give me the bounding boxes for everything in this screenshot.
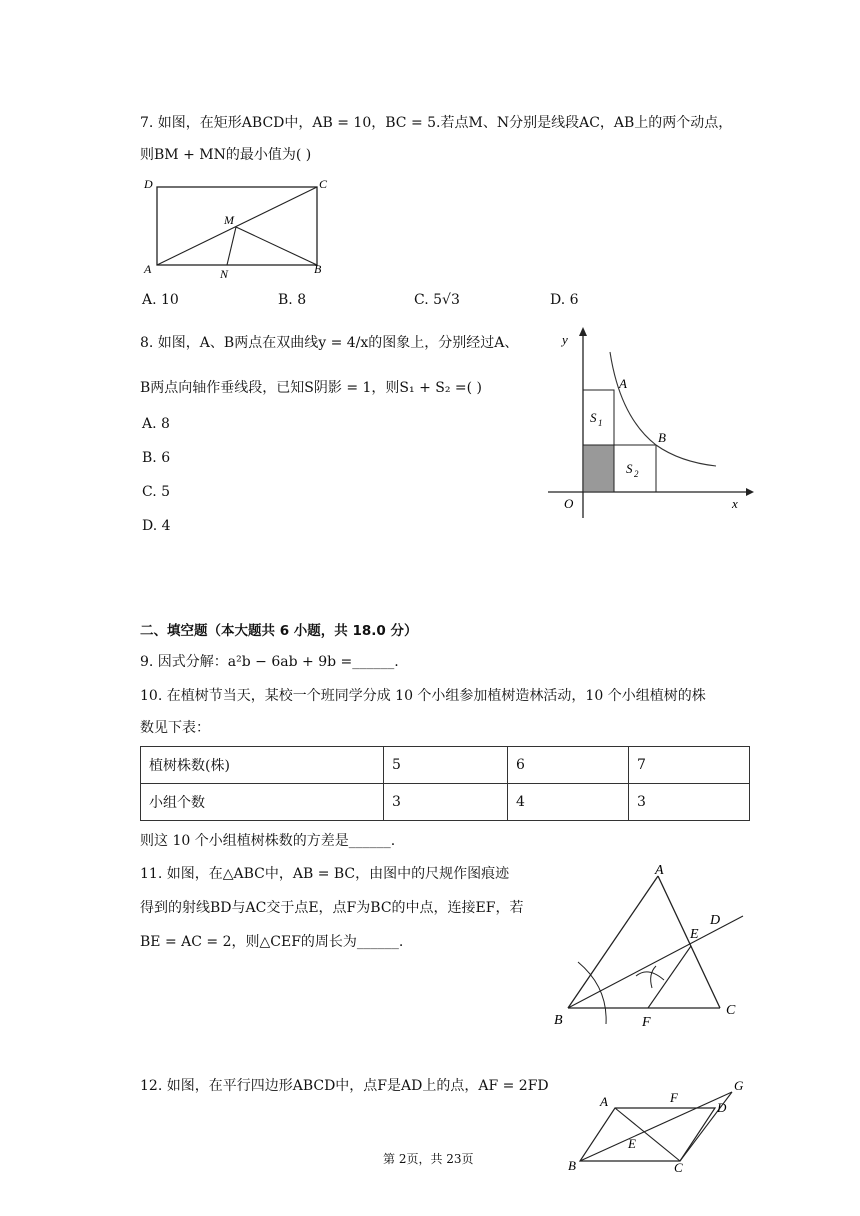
q7-option-d: D. 6 xyxy=(550,292,579,308)
fig8-label-S1: S xyxy=(590,410,597,425)
fig11-label-F: F xyxy=(642,1015,651,1030)
fig8-label-S1-sub: 1 xyxy=(598,418,603,428)
fig8-label-x: x xyxy=(732,496,738,511)
fig11-label-C: C xyxy=(726,1003,736,1018)
q8-option-c: C. 5 xyxy=(142,484,171,500)
fig12-label-A: A xyxy=(600,1094,608,1109)
table-cell: 3 xyxy=(629,784,750,821)
fig8-label-S2: S xyxy=(626,461,633,476)
q8-hyperbola-figure xyxy=(540,322,760,518)
q8-line1: 8. 如图，A、B两点在双曲线y = 4/x的图象上，分别经过A、 xyxy=(140,335,519,351)
table-cell: 4 xyxy=(508,784,629,821)
q7-option-c: C. 5√3 xyxy=(414,292,460,308)
table-cell: 小组个数 xyxy=(141,784,384,821)
fig12-label-C: C xyxy=(674,1160,683,1175)
table-cell: 6 xyxy=(508,747,629,784)
q10-line1: 10. 在植树节当天，某校一个班同学分成 10 个小组参加植树造林活动，10 个小组植树的株 xyxy=(140,688,706,704)
table-cell: 植树株数(株) xyxy=(141,747,384,784)
q9-text: 9. 因式分解：a²b − 6ab + 9b =______. xyxy=(140,654,399,670)
fig11-label-D: D xyxy=(710,913,721,928)
q7-option-b: B. 8 xyxy=(278,292,307,308)
table-cell: 7 xyxy=(629,747,750,784)
q8-option-d: D. 4 xyxy=(142,518,171,534)
fig7-label-C: C xyxy=(319,177,328,191)
q7-line2: 则BM + MN的最小值为( ) xyxy=(140,147,312,163)
section-heading: 二、填空题（本大题共 6 小题，共 18.0 分） xyxy=(140,623,418,639)
q11-line3: BE = AC = 2，则△CEF的周长为______. xyxy=(140,934,404,950)
fig12-label-B: B xyxy=(568,1158,576,1173)
q8-option-b: B. 6 xyxy=(142,450,171,466)
fig7-label-A: A xyxy=(144,262,152,276)
table-row xyxy=(141,747,750,784)
fig7-label-B: B xyxy=(314,262,322,276)
q10-question: 则这 10 个小组植树株数的方差是______. xyxy=(140,833,396,849)
page-number-footer: 第 2页，共 23页 xyxy=(383,1152,474,1166)
fig7-label-M: M xyxy=(224,213,234,227)
q8-line2: B两点向轴作垂线段，已知S阴影 = 1，则S₁ + S₂ =( ) xyxy=(140,380,483,396)
q7-option-a: A. 10 xyxy=(142,292,179,308)
fig11-label-B: B xyxy=(554,1013,563,1028)
q10-line2: 数见下表： xyxy=(140,720,210,736)
q10-table xyxy=(140,746,750,821)
q7-line1: 7. 如图，在矩形ABCD中，AB = 10，BC = 5.若点M、N分别是线段AC，AB上的两个动点， xyxy=(140,115,733,131)
q11-line2: 得到的射线BD与AC交于点E，点F为BC的中点，连接EF，若 xyxy=(140,900,524,916)
q11-line1: 11. 如图，在△ABC中，AB = BC，由图中的尺规作图痕迹 xyxy=(140,866,510,882)
fig12-label-F: F xyxy=(670,1090,678,1105)
fig11-label-E: E xyxy=(690,927,699,942)
fig11-label-A: A xyxy=(655,863,664,878)
fig12-label-E: E xyxy=(628,1136,636,1151)
table-row xyxy=(141,784,750,821)
fig8-label-S2-sub: 2 xyxy=(634,469,639,479)
fig7-label-D: D xyxy=(144,177,153,191)
fig8-label-y: y xyxy=(562,332,568,347)
q12-parallelogram-figure xyxy=(560,1072,760,1178)
fig12-label-D: D xyxy=(717,1100,727,1115)
q11-triangle-figure xyxy=(548,862,758,1034)
q12-line1: 12. 如图，在平行四边形ABCD中，点F是AD上的点，AF = 2FD xyxy=(140,1078,549,1094)
fig7-label-N: N xyxy=(220,267,229,281)
q7-rectangle-figure xyxy=(140,172,340,284)
fig8-label-B: B xyxy=(658,430,666,445)
table-cell: 3 xyxy=(384,784,508,821)
fig12-label-G: G xyxy=(734,1078,744,1093)
fig8-label-O: O xyxy=(564,496,574,511)
q8-option-a: A. 8 xyxy=(142,416,170,432)
fig8-label-A: A xyxy=(619,376,627,391)
table-cell: 5 xyxy=(384,747,508,784)
